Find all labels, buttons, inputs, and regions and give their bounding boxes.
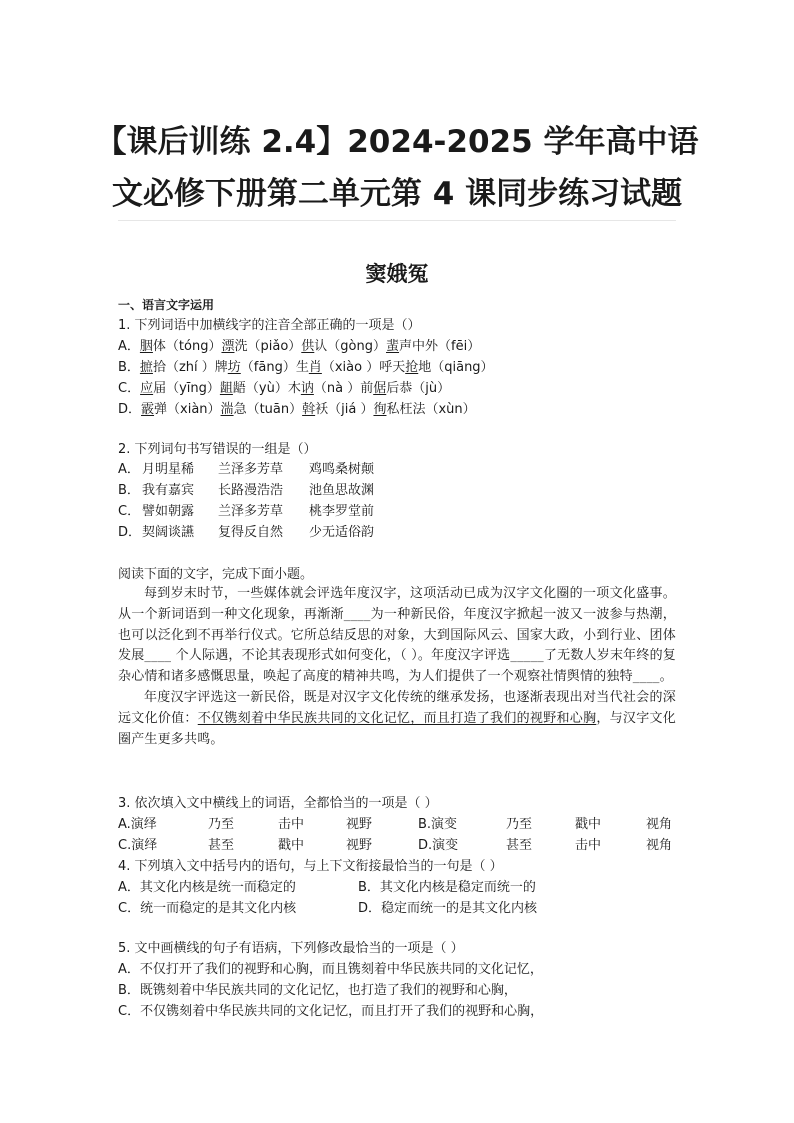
q3-option-a-word-3: 击中 bbox=[278, 817, 305, 832]
option-phrase-3: 鸡鸣桑树颠 bbox=[309, 462, 375, 477]
q1-option-d: D．霰弹（xiàn）湍急（tuān）斡袄（jiá ）徇私枉法（xùn） bbox=[118, 402, 476, 417]
passage-paragraph-2: 年度汉字评选这一新民俗，既是对汉字文化传统的继承发扬，也逐渐表现出对当代社会的深远文化价值：不仅镌刻着中华民族共同的文化记忆，而且打造了我们的视野和心胸，与汉字文化圈产生更多共鸣。 bbox=[118, 689, 676, 747]
option-phrase-3: 池鱼思故渊 bbox=[309, 483, 375, 498]
option-phrase-2: 兰泽多芳草 bbox=[218, 462, 284, 477]
document-title-line-2: 文必修下册第二单元第 4 课同步练习试题 bbox=[111, 176, 683, 212]
option-phrase-1: 月明星稀 bbox=[142, 462, 195, 477]
q2-stem: 2. 下列词句书写错误的一组是（） bbox=[118, 442, 317, 457]
section-heading: 一、语言文字运用 bbox=[118, 298, 215, 312]
q3-option-d: D.演变 bbox=[418, 838, 459, 853]
q1-option-b: B．摭拾（zhí ）牌坊（fāng）生肖（xiào ）呼天抢地（qiāng） bbox=[118, 360, 494, 375]
q3-option-d-word-3: 击中 bbox=[575, 838, 602, 853]
q5-option-a: A．不仅打开了我们的视野和心胸，而且镌刻着中华民族共同的文化记忆， bbox=[118, 962, 543, 977]
q3-stem: 3. 依次填入文中横线上的词语，全都恰当的一项是（ ） bbox=[118, 796, 438, 811]
q5-option-b: B．既镌刻着中华民族共同的文化记忆，也打造了我们的视野和心胸， bbox=[118, 983, 517, 998]
q3-option-c: C.演绎 bbox=[118, 838, 158, 853]
q4-option-b: B．其文化内核是稳定而统一的 bbox=[358, 880, 536, 895]
q3-option-a-word-4: 视野 bbox=[346, 817, 373, 832]
q3-option-b-word-2: 乃至 bbox=[506, 817, 533, 832]
option-letter: C． bbox=[118, 504, 141, 519]
q5-option-c: C．不仅镌刻着中华民族共同的文化记忆，而且打开了我们的视野和心胸， bbox=[118, 1004, 544, 1019]
q3-option-b-word-4: 视角 bbox=[646, 817, 673, 832]
passage-paragraph-1: 每到岁末时节，一些媒体就会评选年度汉字，这项活动已成为汉字文化圈的一项文化盛事。从一个新词语到一种文化现象，再渐渐____为一种新民俗，年度汉字掀起一波又一波参与热潮，也可以泛化到不再举行仪式。它所总结反思的对象，大到国际风云、国家大政，小到行业、团体发展____ 个人际遇，不论其表现形式如何变化，（ ）。年度汉字评选_____了无数人岁末年终的复杂心情和诸多感慨思量，唤起了高度的精神共鸣，为人们提供了一个观察社情舆情的独特____。 bbox=[118, 586, 676, 685]
option-phrase-3: 少无适俗韵 bbox=[309, 525, 375, 540]
q3-option-d-word-4: 视角 bbox=[646, 838, 673, 853]
q3-option-c-word-3: 戳中 bbox=[278, 838, 305, 853]
q4-option-a: A．其文化内核是统一而稳定的 bbox=[118, 880, 296, 895]
option-letter: A． bbox=[118, 462, 140, 477]
title-divider bbox=[118, 220, 676, 221]
lesson-subtitle: 窦娥冤 bbox=[365, 262, 429, 286]
q3-option-c-word-2: 甚至 bbox=[208, 838, 235, 853]
q4-option-d: D．稳定而统一的是其文化内核 bbox=[358, 901, 538, 916]
q3-option-d-word-2: 甚至 bbox=[506, 838, 533, 853]
document-title-line-1: 【课后训练 2.4】2024-2025 学年高中语 bbox=[95, 124, 699, 160]
option-phrase-2: 兰泽多芳草 bbox=[218, 504, 284, 519]
q1-stem: 1. 下列词语中加横线字的注音全部正确的一项是（） bbox=[118, 318, 421, 333]
underlined-sentence: 不仅镌刻着中华民族共同的文化记忆，而且打造了我们的视野和心胸 bbox=[197, 710, 597, 726]
option-letter: D． bbox=[118, 525, 142, 540]
option-letter: B． bbox=[118, 483, 140, 498]
reading-passage bbox=[118, 584, 676, 750]
option-phrase-2: 复得反自然 bbox=[218, 525, 284, 540]
q3-option-b: B.演变 bbox=[418, 817, 458, 832]
q1-option-c: C．应届（yīng）龃龉（yù）木讷（nà ）前倨后恭（jù） bbox=[118, 381, 451, 396]
option-phrase-3: 桃李罗堂前 bbox=[309, 504, 375, 519]
reading-instruction: 阅读下面的文字，完成下面小题。 bbox=[118, 567, 314, 582]
q3-option-c-word-4: 视野 bbox=[346, 838, 373, 853]
q3-option-a: A.演绎 bbox=[118, 817, 157, 832]
q3-option-b-word-3: 戳中 bbox=[575, 817, 602, 832]
q5-stem: 5. 文中画横线的句子有语病，下列修改最恰当的一项是（ ） bbox=[118, 941, 464, 956]
q4-stem: 4. 下列填入文中括号内的语句，与上下文衔接最恰当的一句是（ ） bbox=[118, 859, 503, 874]
option-phrase-2: 长路漫浩浩 bbox=[218, 483, 284, 498]
option-phrase-1: 譬如朝露 bbox=[142, 504, 195, 519]
option-phrase-1: 契阔谈讌 bbox=[142, 525, 195, 540]
q3-option-a-word-2: 乃至 bbox=[208, 817, 235, 832]
option-phrase-1: 我有嘉宾 bbox=[142, 483, 195, 498]
q1-option-a: A．胭体（tóng）漂洗（piǎo）供认（gòng）蜚声中外（fēi） bbox=[118, 339, 481, 354]
q4-option-c: C．统一而稳定的是其文化内核 bbox=[118, 901, 297, 916]
